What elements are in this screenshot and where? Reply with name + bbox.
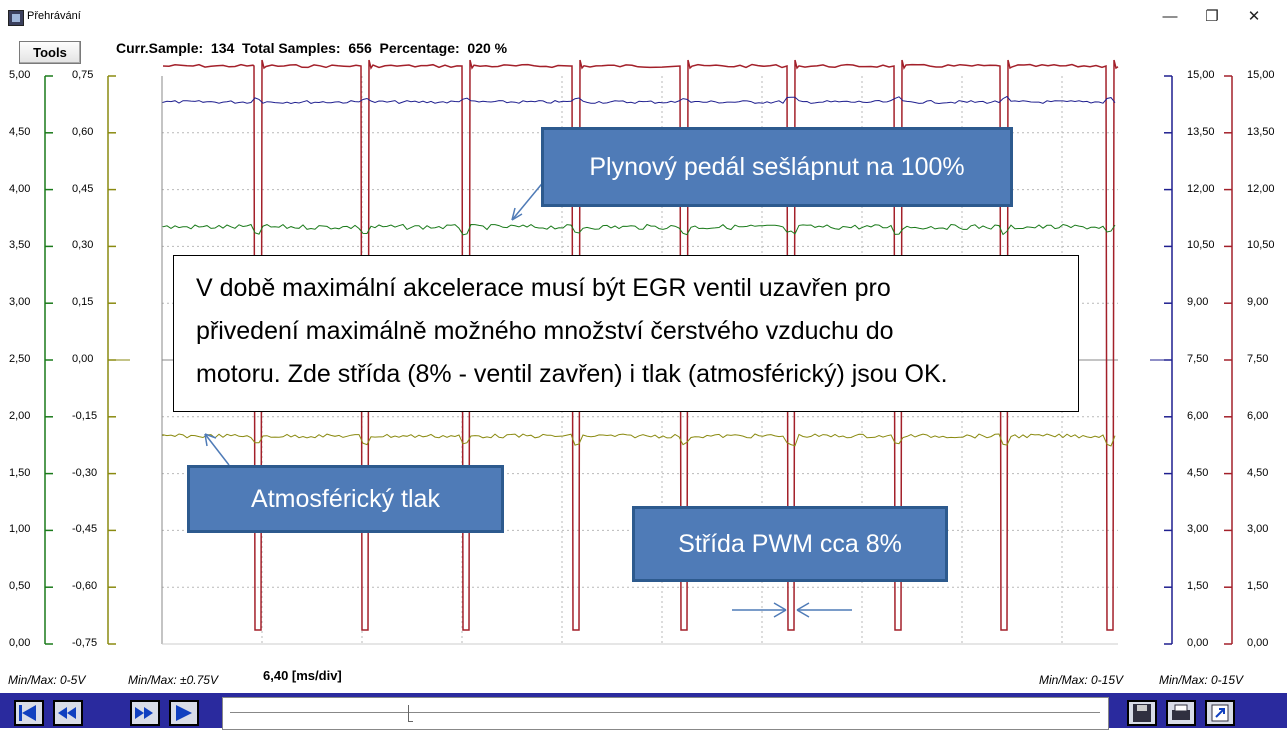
slider-thumb[interactable]	[408, 705, 413, 722]
axis-tick-right2: 3,00	[1247, 523, 1269, 536]
pwm-callout	[632, 506, 948, 582]
axis-tick-right1: 0,00	[1187, 637, 1209, 649]
axis-tick-left2: -0,45	[72, 523, 98, 536]
minmax-left1: Min/Max: 0-5V	[8, 673, 86, 687]
step-forward-icon	[132, 702, 158, 724]
axis-tick-left2: 0,30	[72, 239, 94, 252]
egr-explanation-box	[173, 255, 1079, 412]
axis-tick-right2: 7,50	[1247, 353, 1269, 365]
step-forward-button[interactable]	[130, 700, 160, 726]
playback-slider[interactable]	[222, 697, 1109, 730]
axis-tick-right1: 4,50	[1187, 466, 1209, 479]
restore-button[interactable]: ❐	[1205, 8, 1219, 25]
axis-tick-right1: 15,00	[1187, 69, 1215, 81]
axis-tick-left2: 0,60	[72, 125, 94, 138]
close-button[interactable]: ✕	[1247, 8, 1261, 25]
tools-button[interactable]: Tools	[19, 41, 81, 64]
axis-tick-right2: 6,00	[1247, 409, 1269, 422]
axis-tick-right1: 9,00	[1187, 296, 1209, 309]
axis-tick-left1: 1,50	[9, 466, 31, 479]
play-button[interactable]	[169, 700, 199, 726]
axis-tick-right2: 13,50	[1247, 125, 1275, 138]
pressure-callout-text: Atmosférický tlak	[251, 484, 440, 513]
axis-tick-right1: 10,50	[1187, 239, 1215, 252]
pedal-callout-text: Plynový pedál sešlápnut na 100%	[589, 152, 965, 181]
pressure-arrow	[205, 434, 229, 465]
step-back-icon	[55, 702, 81, 724]
egr-text-line2: přivedení maximálně možného množství čerstvého vzduchu do	[196, 317, 894, 345]
pwm-callout-text: Střída PWM cca 8%	[678, 529, 902, 558]
play-icon	[171, 702, 197, 724]
egr-text-line3: motoru. Zde střída (8% - ventil zavřen) i tlak (atmosférický) jsou OK.	[196, 360, 948, 388]
axis-tick-right1: 13,50	[1187, 125, 1215, 138]
print-button[interactable]	[1166, 700, 1196, 726]
blue-trace	[163, 97, 1115, 104]
axis-tick-left2: -0,30	[72, 466, 98, 479]
axis-tick-left2: 0,75	[72, 69, 94, 81]
axis-tick-right2: 9,00	[1247, 296, 1269, 309]
rewind-icon	[16, 702, 42, 724]
axis-tick-left2: -0,15	[72, 409, 98, 422]
step-back-button[interactable]	[53, 700, 83, 726]
axis-tick-left1: 2,50	[9, 353, 31, 365]
export-icon	[1207, 702, 1233, 724]
rewind-button[interactable]	[14, 700, 44, 726]
axis-tick-right2: 10,50	[1247, 239, 1275, 252]
axis-tick-left1: 5,00	[9, 69, 31, 81]
axis-tick-right1: 6,00	[1187, 409, 1209, 422]
axis-tick-left1: 1,00	[9, 523, 31, 536]
pressure-callout	[187, 465, 504, 533]
minmax-left2: Min/Max: ±0.75V	[128, 673, 218, 687]
axis-tick-right1: 12,00	[1187, 182, 1215, 195]
axis-tick-left2: 0,00	[72, 353, 94, 365]
minmax-right2: Min/Max: 0-15V	[1159, 673, 1244, 687]
axis-tick-right1: 7,50	[1187, 353, 1209, 365]
minimize-button[interactable]: —	[1162, 8, 1178, 25]
axis-tick-left1: 0,50	[9, 580, 31, 593]
pedal-trace	[163, 225, 1115, 235]
axis-tick-left1: 4,00	[9, 182, 31, 195]
axis-tick-right2: 0,00	[1247, 637, 1269, 649]
axis-tick-left2: -0,60	[72, 580, 98, 593]
axis-tick-left2: 0,15	[72, 296, 94, 309]
axis-tick-left1: 2,00	[9, 409, 31, 422]
save-icon	[1129, 702, 1155, 724]
pedal-callout	[541, 127, 1013, 207]
axis-tick-left1: 3,50	[9, 239, 31, 252]
window-title: Přehrávání	[27, 10, 81, 22]
save-button[interactable]	[1127, 700, 1157, 726]
sample-status: Curr.Sample: 134 Total Samples: 656 Percentage: 020 %	[116, 40, 508, 56]
axis-tick-left1: 4,50	[9, 125, 31, 138]
print-icon	[1168, 702, 1194, 724]
axis-tick-left2: -0,75	[72, 637, 98, 649]
pressure-trace	[163, 434, 1115, 446]
egr-text-line1: V době maximální akcelerace musí být EGR ventil uzavřen pro	[196, 274, 891, 302]
axis-tick-right1: 1,50	[1187, 580, 1209, 593]
axis-tick-right2: 12,00	[1247, 182, 1275, 195]
axis-tick-left1: 3,00	[9, 296, 31, 309]
slider-track	[230, 712, 1100, 713]
axis-tick-right2: 1,50	[1247, 580, 1269, 593]
axis-tick-right2: 15,00	[1247, 69, 1275, 81]
timebase-label: 6,40 [ms/div]	[263, 668, 342, 683]
axis-tick-left2: 0,45	[72, 182, 94, 195]
minmax-right1: Min/Max: 0-15V	[1039, 673, 1124, 687]
axis-tick-left1: 0,00	[9, 637, 31, 649]
axis-tick-right1: 3,00	[1187, 523, 1209, 536]
export-button[interactable]	[1205, 700, 1235, 726]
axis-tick-right2: 4,50	[1247, 466, 1269, 479]
